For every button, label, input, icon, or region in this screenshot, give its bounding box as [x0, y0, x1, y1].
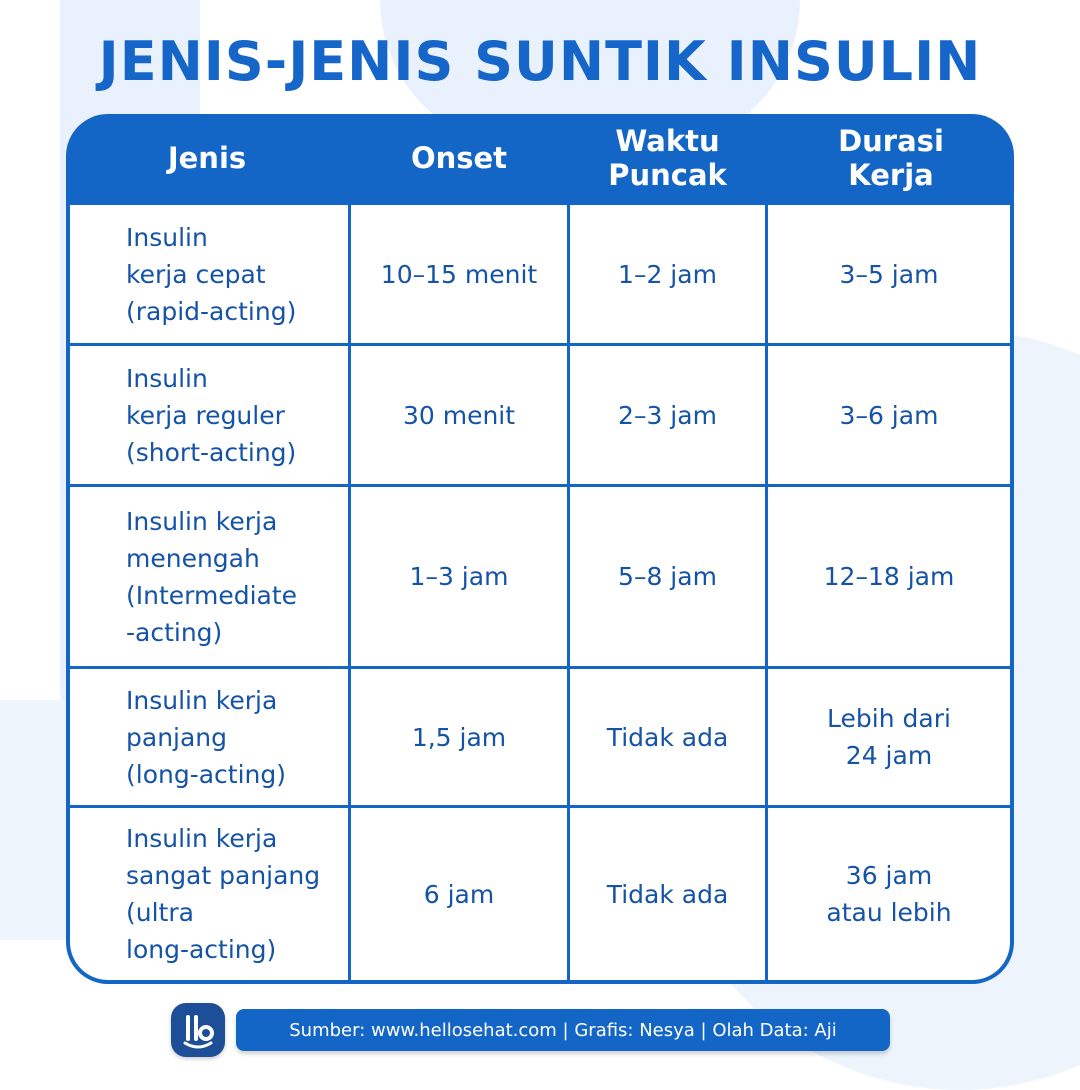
cell-durasi-kerja: 3–5 jam — [768, 205, 1010, 343]
cell-waktu-puncak: 2–3 jam — [570, 346, 765, 484]
cell-jenis: Insulin kerja sangat panjang (ultra long-acting) — [70, 808, 348, 980]
header-waktu-puncak: Waktu Puncak — [608, 124, 727, 192]
cell-onset: 1,5 jam — [351, 669, 567, 805]
hello-sehat-logo-icon — [171, 1003, 225, 1057]
header-jenis: Jenis — [167, 141, 247, 175]
cell-durasi-kerja: 3–6 jam — [768, 346, 1010, 484]
cell-onset: 30 menit — [351, 346, 567, 484]
cell-onset: 10–15 menit — [351, 205, 567, 343]
cell-waktu-puncak: 5–8 jam — [570, 487, 765, 666]
cell-jenis: Insulin kerja panjang (long-acting) — [70, 669, 348, 805]
cell-jenis: Insulin kerja cepat (rapid-acting) — [70, 205, 348, 343]
header-onset: Onset — [410, 141, 508, 175]
cell-durasi-kerja: Lebih dari 24 jam — [768, 669, 1010, 805]
cell-jenis: Insulin kerja reguler (short-acting) — [70, 346, 348, 484]
cell-waktu-puncak: 1–2 jam — [570, 205, 765, 343]
cell-waktu-puncak: Tidak ada — [570, 669, 765, 805]
cell-waktu-puncak: Tidak ada — [570, 808, 765, 980]
insulin-table — [66, 114, 1014, 984]
source-credit-bar: Sumber: www.hellosehat.com | Grafis: Nesya | Olah Data: Aji — [236, 1009, 890, 1051]
hello-sehat-logo-icon — [171, 1003, 225, 1057]
cell-onset: 6 jam — [351, 808, 567, 980]
cell-durasi-kerja: 12–18 jam — [768, 487, 1010, 666]
cell-durasi-kerja: 36 jam atau lebih — [768, 808, 1010, 980]
cell-jenis: Insulin kerja menengah (Intermediate -acting) — [70, 487, 348, 666]
header-durasi-kerja: Durasi Kerja — [838, 124, 944, 192]
page-title: JENIS-JENIS SUNTIK INSULIN — [98, 30, 982, 93]
cell-onset: 1–3 jam — [351, 487, 567, 666]
